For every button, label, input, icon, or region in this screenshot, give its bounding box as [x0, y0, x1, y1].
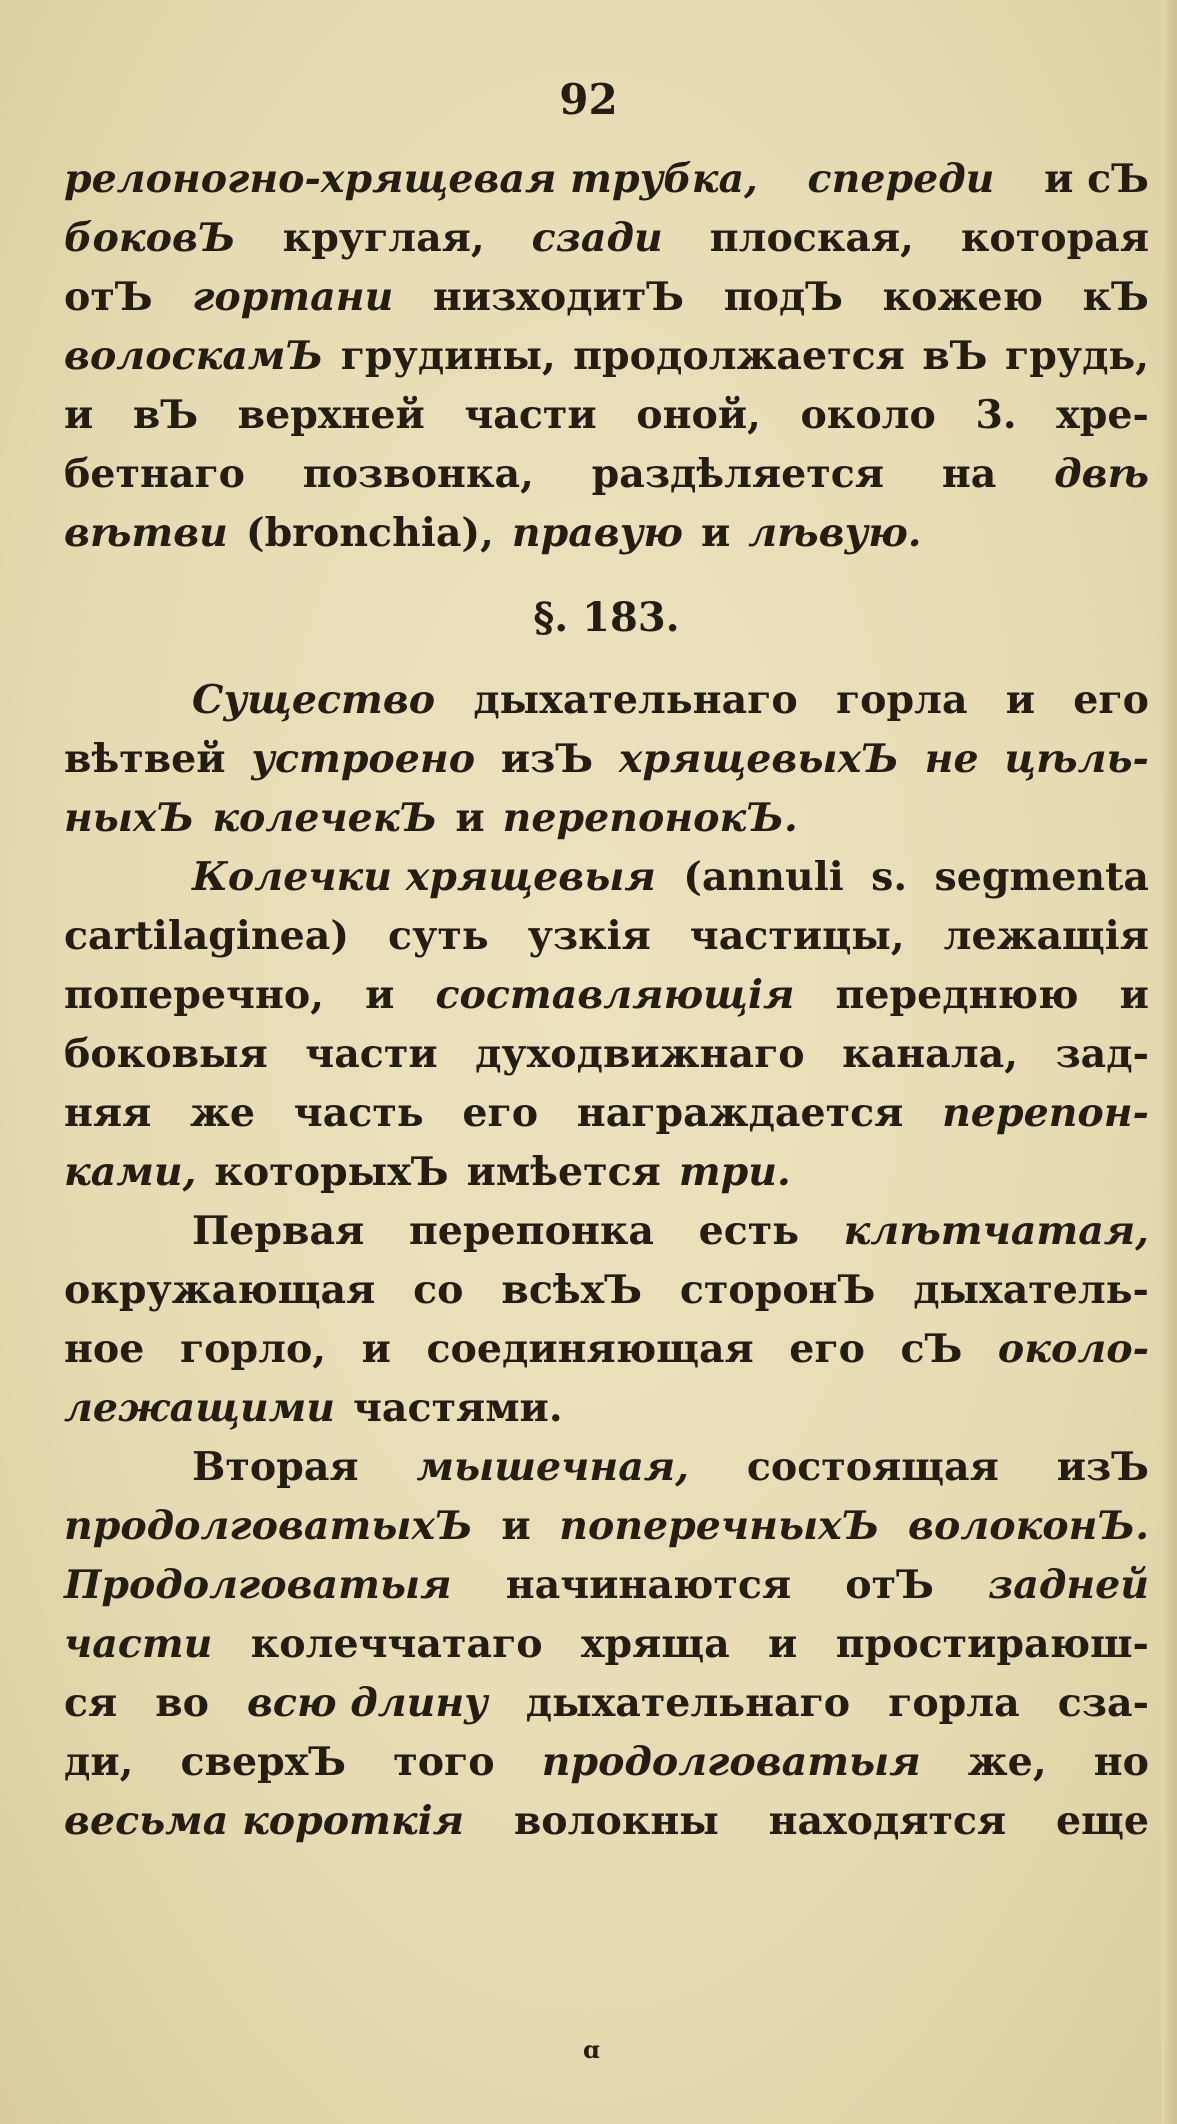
word: сзади	[531, 215, 663, 261]
text-line	[64, 671, 1149, 730]
text-line	[64, 1438, 1149, 1497]
word: его	[462, 1090, 539, 1136]
footer-mark: ɑ	[583, 2035, 600, 2064]
text-line	[64, 1497, 1149, 1556]
word: грудь,	[1004, 333, 1149, 379]
word: Колечки хрящевыя	[192, 854, 656, 900]
word: двѣ	[1054, 451, 1149, 497]
word: перепонокЪ.	[502, 795, 798, 841]
word: оной,	[636, 392, 761, 438]
word: часть	[293, 1090, 424, 1136]
word: cartilaginea)	[64, 913, 350, 959]
word: и	[64, 392, 94, 438]
word: суть	[388, 913, 489, 959]
word: лежащими	[64, 1385, 336, 1431]
word: ся	[64, 1680, 118, 1726]
word: имѣется	[466, 1149, 661, 1195]
word: переднюю	[835, 972, 1079, 1018]
word: и	[768, 1621, 798, 1667]
word: того	[393, 1739, 495, 1785]
word: ди,	[64, 1739, 134, 1785]
word: частями.	[353, 1385, 563, 1431]
text-line	[64, 789, 1149, 848]
word: около-	[997, 1326, 1149, 1372]
text-line	[64, 907, 1149, 966]
word: колечекЪ	[212, 795, 438, 841]
word: соединяющая	[426, 1326, 754, 1372]
word: хряща	[581, 1621, 730, 1667]
word: и	[365, 972, 395, 1018]
word: на	[941, 451, 997, 497]
word: но	[1093, 1739, 1149, 1785]
word: и	[501, 1503, 531, 1549]
word: ныхЪ	[64, 795, 195, 841]
body-text	[64, 150, 1149, 1851]
text-line	[64, 1792, 1149, 1851]
word: же,	[967, 1739, 1047, 1785]
word: плоская,	[709, 215, 914, 261]
section-title: §. 183.	[533, 593, 680, 641]
word: спереди	[807, 156, 995, 202]
word: сЪ	[900, 1326, 963, 1372]
text-line	[64, 1261, 1149, 1320]
word: и	[1119, 972, 1149, 1018]
text-line	[64, 150, 1149, 209]
word: состоящая	[746, 1444, 999, 1490]
text-line	[64, 1202, 1149, 1261]
word: волоконЪ.	[908, 1503, 1149, 1549]
word: мышечная,	[416, 1444, 689, 1490]
word: вЪ	[922, 333, 988, 379]
word: волокны	[513, 1798, 719, 1844]
word: Вторая	[192, 1444, 359, 1490]
word: гортани	[192, 274, 394, 320]
word: перепон-	[942, 1090, 1149, 1136]
word: окружающая	[64, 1267, 376, 1313]
word: Существо	[192, 677, 436, 723]
paragraph-3	[64, 848, 1149, 1202]
word: Первая	[192, 1208, 365, 1254]
text-line	[64, 327, 1149, 386]
word: зад-	[1055, 1031, 1149, 1077]
word: Продолговатыя	[64, 1562, 452, 1608]
word: канала,	[842, 1031, 1018, 1077]
word: около	[800, 392, 936, 438]
word: весьма короткія	[64, 1798, 465, 1844]
word: вѣтвей	[64, 736, 226, 782]
word: лѣвую.	[748, 510, 922, 556]
text-line	[64, 209, 1149, 268]
word: узкія	[527, 913, 651, 959]
word: частицы,	[689, 913, 905, 959]
word: изЪ	[1056, 1444, 1149, 1490]
word: s.	[871, 854, 908, 900]
text-line	[64, 1084, 1149, 1143]
text-line	[64, 1674, 1149, 1733]
word: отЪ	[64, 274, 153, 320]
word: цѣль-	[1004, 736, 1149, 782]
word: кЪ	[1082, 274, 1149, 320]
word: и	[700, 510, 731, 556]
word: грудины,	[340, 333, 556, 379]
text-line	[64, 1379, 1149, 1438]
word: части	[305, 1031, 438, 1077]
word: награждается	[576, 1090, 904, 1136]
paragraph-2	[64, 671, 1149, 848]
word: не	[924, 736, 979, 782]
word: духодвижнаго	[475, 1031, 805, 1077]
text-line	[64, 1615, 1149, 1674]
word: всю длину	[246, 1680, 488, 1726]
word: лежащія	[943, 913, 1149, 959]
word: его	[789, 1326, 865, 1372]
text-line	[64, 730, 1149, 789]
word: еще	[1055, 1798, 1149, 1844]
word: части	[464, 392, 597, 438]
text-line	[64, 966, 1149, 1025]
word: кожею	[882, 274, 1044, 320]
word: начинаются	[505, 1562, 792, 1608]
word: всѣхЪ	[501, 1267, 642, 1313]
word: вЪ	[132, 392, 199, 438]
word: правую	[511, 510, 683, 556]
word: три.	[678, 1149, 791, 1195]
word: дыхательнаго	[525, 1680, 851, 1726]
word: горло,	[179, 1326, 327, 1372]
word: верхней	[237, 392, 425, 438]
word: горла	[835, 677, 968, 723]
word: колеччатаго	[250, 1621, 543, 1667]
word: поперечныхЪ	[559, 1503, 880, 1549]
word: боковыя	[64, 1031, 268, 1077]
word: его	[1073, 677, 1149, 723]
text-line	[64, 1143, 1149, 1202]
word: низходитЪ	[432, 274, 685, 320]
word: бетнаго	[64, 451, 246, 497]
word: релоногно-хрящевая трубка,	[64, 156, 758, 202]
word: вѣтви	[64, 510, 228, 556]
word: простираюш-	[835, 1621, 1149, 1667]
word: составляющія	[435, 972, 795, 1018]
text-line	[64, 445, 1149, 504]
word: (annuli	[683, 854, 844, 900]
word: позвонка,	[302, 451, 534, 497]
word: которыхЪ	[214, 1149, 449, 1195]
word: части	[64, 1621, 213, 1667]
word: поперечно,	[64, 972, 324, 1018]
paragraph-1	[64, 150, 1149, 563]
page-number: 92	[559, 75, 618, 124]
text-line	[64, 848, 1149, 907]
word: няя	[64, 1090, 152, 1136]
word: клѣтчатая,	[843, 1208, 1149, 1254]
word: изЪ	[500, 736, 594, 782]
word: продолжается	[573, 333, 905, 379]
word: раздѣляется	[591, 451, 885, 497]
word: во	[155, 1680, 209, 1726]
word: 3.	[975, 392, 1017, 438]
text-line	[64, 1320, 1149, 1379]
text-line	[64, 1556, 1149, 1615]
word: дыхатель-	[913, 1267, 1149, 1313]
paragraph-5	[64, 1438, 1149, 1851]
word: которая	[960, 215, 1149, 261]
word: устроено	[251, 736, 476, 782]
word: и	[1005, 677, 1036, 723]
text-line	[64, 1733, 1149, 1792]
text-line	[64, 268, 1149, 327]
text-line	[64, 386, 1149, 445]
word: (bronchia),	[245, 510, 494, 556]
word: круглая,	[282, 215, 485, 261]
word: хре-	[1056, 392, 1149, 438]
word: сторонЪ	[679, 1267, 876, 1313]
word: есть	[698, 1208, 800, 1254]
paragraph-4	[64, 1202, 1149, 1438]
word: хрящевыхЪ	[618, 736, 899, 782]
word: задней	[988, 1562, 1149, 1608]
word: же	[190, 1090, 256, 1136]
word: перепонка	[408, 1208, 654, 1254]
word: продолговатыя	[541, 1739, 921, 1785]
word: находятся	[768, 1798, 1007, 1844]
word: отЪ	[845, 1562, 934, 1608]
word: сверхЪ	[180, 1739, 347, 1785]
word: и	[361, 1326, 391, 1372]
word: боковЪ	[64, 215, 236, 261]
word: со	[413, 1267, 464, 1313]
word: segmenta	[934, 854, 1149, 900]
word: сза-	[1057, 1680, 1149, 1726]
word: дыхательнаго	[473, 677, 798, 723]
text-line	[64, 504, 1149, 563]
word: ками,	[64, 1149, 197, 1195]
word: ное	[64, 1326, 145, 1372]
word: продолговатыхЪ	[64, 1503, 473, 1549]
word: волоскамЪ	[64, 333, 324, 379]
word: горла	[888, 1680, 1020, 1726]
word: и	[455, 795, 485, 841]
text-line	[64, 1025, 1149, 1084]
word: и сЪ	[1044, 156, 1149, 202]
word: подЪ	[723, 274, 844, 320]
page-edge-shadow	[1161, 0, 1177, 2124]
